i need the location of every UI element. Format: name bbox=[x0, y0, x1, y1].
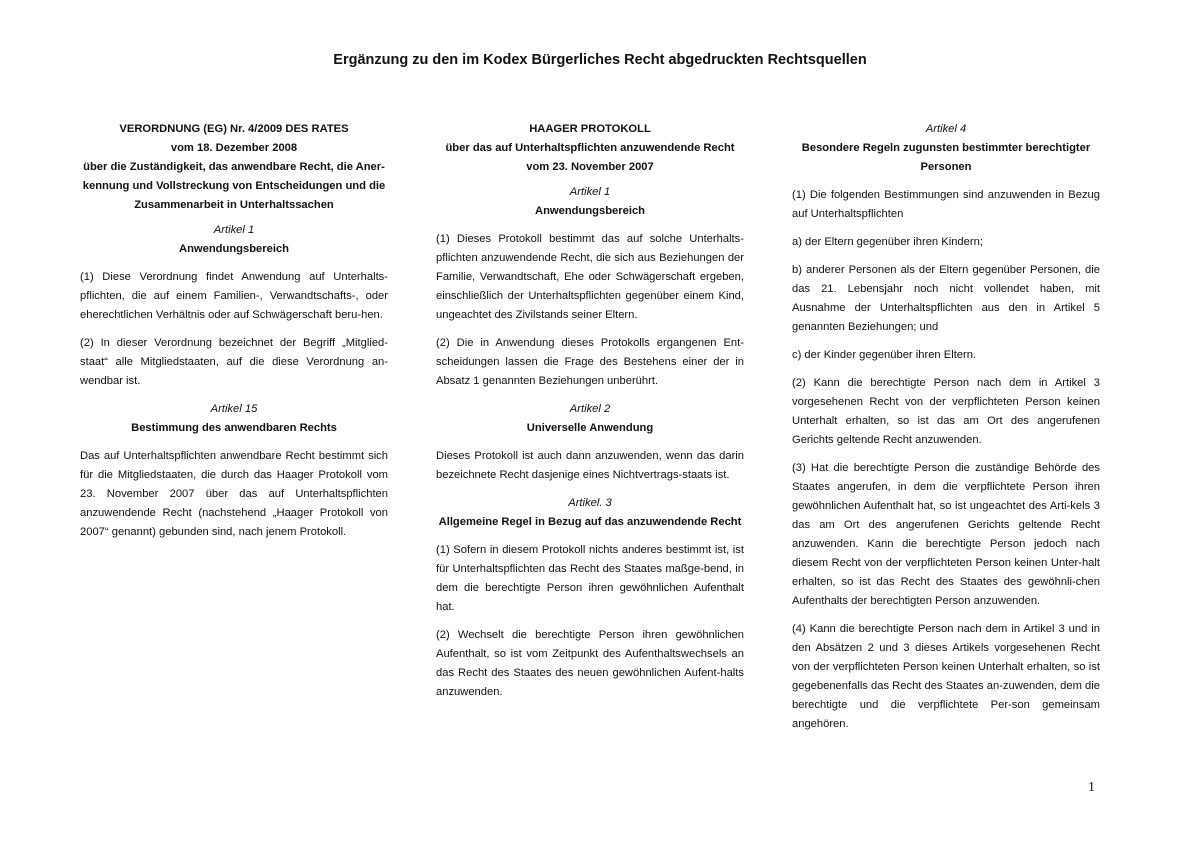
article-label: Artikel. 3 bbox=[568, 497, 612, 509]
paragraph: Dieses Protokoll ist auch dann anzuwenden, wenn das darin bezeichnete Recht dasjenige eines Nichtvertrags-staats ist. bbox=[436, 450, 744, 481]
paragraph: (1) Dieses Protokoll bestimmt das auf solche Unterhalts-pflichten anzuwendende Recht, die sich aus Beziehungen der Familie, Verwandtschaft, Ehe oder Schwägerschaft ergeben, einschließlich der Unterhaltspflichten gegenüber einem Kind, ungeachtet des Zivilstands seiner Eltern. bbox=[436, 233, 744, 321]
regulation-title: VERORDNUNG (EG) Nr. 4/2009 DES RATES bbox=[119, 123, 349, 135]
paragraph: (2) Die in Anwendung dieses Protokolls ergangenen Ent-scheidungen lassen die Frage des Bestehens einer der in Absatz 1 genannten Beziehungen unberührt. bbox=[436, 337, 744, 387]
paragraph: (2) Kann die berechtigte Person nach dem in Artikel 3 vorgesehenen Recht von der verpflichteten Person keinen Unterhalt erhalten, so ist das am Ort des angerufenen Gerichts geltende Recht anzuwenden. bbox=[792, 377, 1100, 446]
protocol-subject: über das auf Unterhaltspflichten anzuwendende Recht bbox=[445, 142, 735, 154]
paragraph: a) der Eltern gegenüber ihren Kindern; bbox=[792, 236, 983, 248]
article-title: Universelle Anwendung bbox=[526, 422, 654, 434]
regulation-subject-line: über die Zuständigkeit, das anwendbare Recht, die Aner- bbox=[83, 161, 385, 173]
regulation-subject-line: Zusammenarbeit in Unterhaltssachen bbox=[134, 199, 334, 211]
regulation-date: vom 18. Dezember 2008 bbox=[170, 142, 298, 154]
protocol-date: vom 23. November 2007 bbox=[526, 161, 654, 173]
article-title: Personen bbox=[920, 161, 972, 173]
page-number: 1 bbox=[1088, 780, 1095, 795]
article-title: Bestimmung des anwendbaren Rechts bbox=[131, 422, 337, 434]
regulation-subject-line: kennung und Vollstreckung von Entscheidungen und die bbox=[82, 180, 386, 192]
document-title: Ergänzung zu den im Kodex Bürgerliches Recht abgedruckten Rechtsquellen bbox=[333, 52, 867, 68]
article-label: Artikel 2 bbox=[569, 403, 611, 415]
paragraph: (1) Diese Verordnung findet Anwendung auf Unterhalts-pflichten, die auf einem Familien-, Verwandtschafts-, oder eherechtlichen Verhältnis oder auf Schwägerschaft beru-hen. bbox=[80, 271, 388, 321]
article-label: Artikel 1 bbox=[569, 186, 611, 198]
article-label: Artikel 4 bbox=[925, 123, 967, 135]
article-title: Anwendungsbereich bbox=[534, 205, 646, 217]
article-title: Anwendungsbereich bbox=[178, 243, 290, 255]
paragraph: (2) Wechselt die berechtigte Person ihren gewöhnlichen Aufenthalt, so ist vom Zeitpunkt des Aufenthaltswechsels an das Recht des Staates des neuen gewöhnlichen Aufent-halts anzuwenden. bbox=[436, 629, 744, 698]
article-title: Besondere Regeln zugunsten bestimmter berechtigter bbox=[801, 142, 1091, 154]
column-hague-protocol-continued bbox=[792, 120, 1100, 743]
paragraph: c) der Kinder gegenüber ihren Eltern. bbox=[792, 349, 977, 361]
paragraph: (1) Die folgenden Bestimmungen sind anzuwenden in Bezug auf Unterhaltspflichten bbox=[792, 189, 1100, 220]
paragraph: (3) Hat die berechtigte Person die zuständige Behörde des Staates angerufen, in dem die verpflichtete Person ihren gewöhnlichen Aufenthalt hat, so ist ungeachtet des Arti-kels 3 das am Ort des angerufenen Gerichts geltende Recht anzuwenden. Kann die berechtigte Person jedoch nach diesem Recht von der verpflichteten Person keinen Unter-halt erhalten, so ist das Recht des Staates des gewöhnli-chen Aufenthalts der berechtigten Person anzuwenden. bbox=[792, 462, 1100, 607]
paragraph: (2) In dieser Verordnung bezeichnet der Begriff „Mitglied-staat“ alle Mitgliedstaaten, auf die diese Verordnung an-wendbar ist. bbox=[80, 337, 388, 387]
paragraph: Das auf Unterhaltspflichten anwendbare Recht bestimmt sich für die Mitgliedstaaten, die durch das Haager Protokoll vom 23. November 2007 über das auf Unterhaltspflichten anzuwendende Recht (nachstehend „Haager Protokoll von 2007“ genannt) gebunden sind, nach jenem Protokoll. bbox=[80, 450, 388, 538]
paragraph: (1) Sofern in diesem Protokoll nichts anderes bestimmt ist, ist für Unterhaltspflichten das Recht des Staates maßge-bend, in dem die berechtigte Person ihren gewöhnlichen Aufenthalt hat. bbox=[436, 544, 744, 613]
protocol-title: HAAGER PROTOKOLL bbox=[529, 123, 651, 135]
paragraph: b) anderer Personen als der Eltern gegenüber Personen, die das 21. Lebensjahr noch nicht vollendet haben, mit Ausnahme der Unterhaltspflichten aus den in Artikel 5 genannten Beziehungen; und bbox=[792, 264, 1100, 333]
paragraph: (4) Kann die berechtigte Person nach dem in Artikel 3 und in den Absätzen 2 und 3 dieses Artikels vorgesehenen Recht von der verpflichteten Person keinen Unterhalt erhalten, so ist gegebenenfalls das Recht des Staates an-zuwenden, dem die berechtigte und die verpflichtete Per-son gemeinsam angehören. bbox=[792, 623, 1100, 730]
article-title: Allgemeine Regel in Bezug auf das anzuwendende Recht bbox=[438, 516, 742, 528]
article-label: Artikel 1 bbox=[213, 224, 255, 236]
column-eu-regulation bbox=[80, 120, 388, 551]
column-hague-protocol bbox=[436, 120, 744, 711]
article-label: Artikel 15 bbox=[210, 403, 258, 415]
